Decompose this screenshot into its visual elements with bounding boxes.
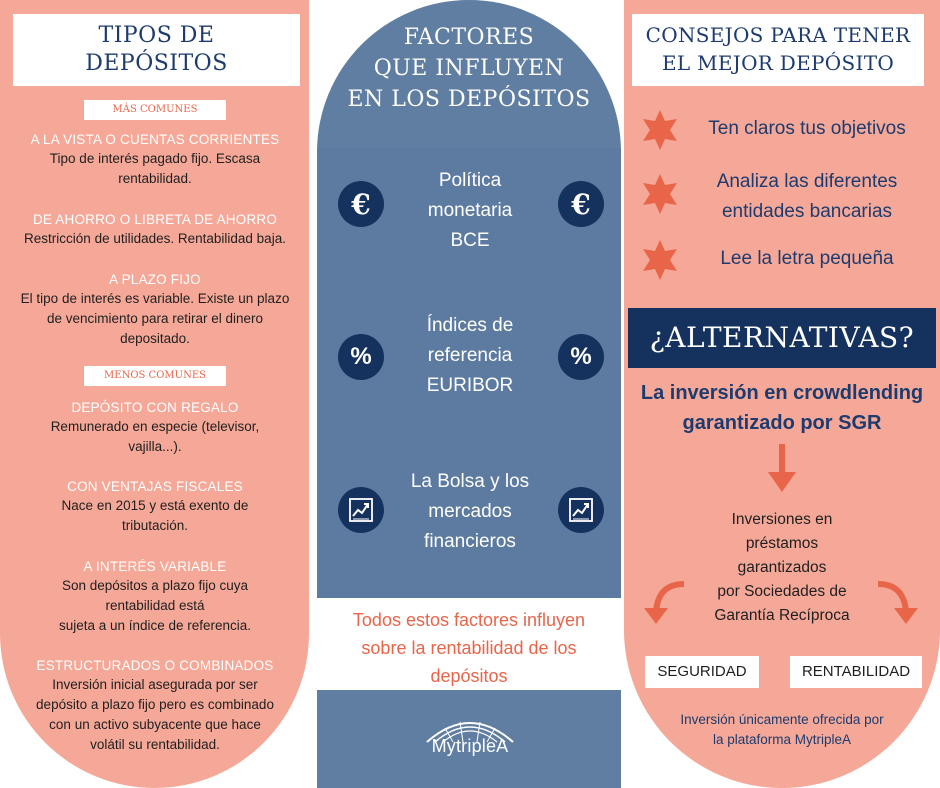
star-icon	[640, 174, 680, 214]
star-icon	[640, 240, 680, 280]
curved-arrow-right-icon	[874, 578, 920, 626]
stock-chart-icon	[558, 487, 604, 533]
factors-note: Todos estos factores influyen sobre la rentabilidad de los depósitos	[317, 598, 621, 690]
factor-monetary-policy: Política monetaria BCE	[427, 170, 513, 251]
security-label: SEGURIDAD	[645, 656, 759, 688]
star-icon	[640, 110, 680, 150]
mytriplea-logo-text: MytripleA	[431, 736, 509, 756]
profitability-label: RENTABILIDAD	[790, 656, 922, 688]
factor-reference-index: Índices de referencia EURIBOR	[426, 315, 514, 396]
deposit-types-title: TIPOS DE DEPÓSITOS	[13, 14, 300, 86]
deposit-item: DEPÓSITO CON REGALO Remunerado en especie (televisor, vajilla...).	[50, 400, 260, 454]
deposit-item: ESTRUCTURADOS O COMBINADOS Inversión inicial asegurada por ser depósito a plazo fijo pero es combinado con un activo subyacente que hace volátil su rentabilidad.	[36, 658, 274, 752]
stock-chart-icon	[568, 497, 594, 523]
stock-chart-icon	[338, 487, 384, 533]
curved-arrow-left-icon	[642, 578, 688, 626]
tag-less-common: MENOS COMUNES	[84, 366, 226, 386]
deposit-item: DE AHORRO O LIBRETA DE AHORRO Restricción de utilidades. Rentabilidad baja.	[24, 212, 286, 246]
alternatives-banner: ¿ALTERNATIVAS?	[628, 308, 936, 368]
deposit-item: CON VENTAJAS FISCALES Nace en 2015 y está exento de tributación.	[61, 479, 249, 533]
tip-item: Ten claros tus objetivos	[708, 118, 906, 139]
euro-icon: €	[558, 181, 604, 227]
tip-item: Lee la letra pequeña	[720, 248, 894, 269]
deposit-item: A PLAZO FIJO El tipo de interés es variable. Existe un plazo de vencimiento para retirar el dinero depositado.	[20, 272, 290, 346]
deposit-item: A INTERÉS VARIABLE Son depósitos a plazo fijo cuya rentabilidad está sujeta a un índice de referencia.	[58, 559, 252, 633]
percent-icon: %	[338, 334, 384, 380]
platform-note: Inversión únicamente ofrecida por la plataforma MytripleA	[680, 712, 884, 747]
alternatives-description: Inversiones en préstamos garantizados por Sociedades de Garantía Recíproca	[714, 511, 850, 624]
euro-icon: €	[338, 181, 384, 227]
alternatives-headline: La inversión en crowdlending garantizado por SGR	[640, 382, 924, 434]
tips-title: CONSEJOS PARA TENER EL MEJOR DEPÓSITO	[632, 14, 924, 86]
percent-icon: %	[558, 334, 604, 380]
tip-item: Analiza las diferentes entidades bancarias	[716, 171, 898, 222]
tag-most-common: MÁS COMUNES	[84, 100, 226, 120]
factor-stock-market: La Bolsa y los mercados financieros	[410, 471, 530, 552]
arrow-down-icon	[764, 444, 800, 494]
deposit-item: A LA VISTA O CUENTAS CORRIENTES Tipo de interés pagado fijo. Escasa rentabilidad.	[30, 132, 280, 186]
stock-chart-icon	[348, 497, 374, 523]
factors-title: FACTORES QUE INFLUYEN EN LOS DEPÓSITOS	[347, 25, 591, 112]
